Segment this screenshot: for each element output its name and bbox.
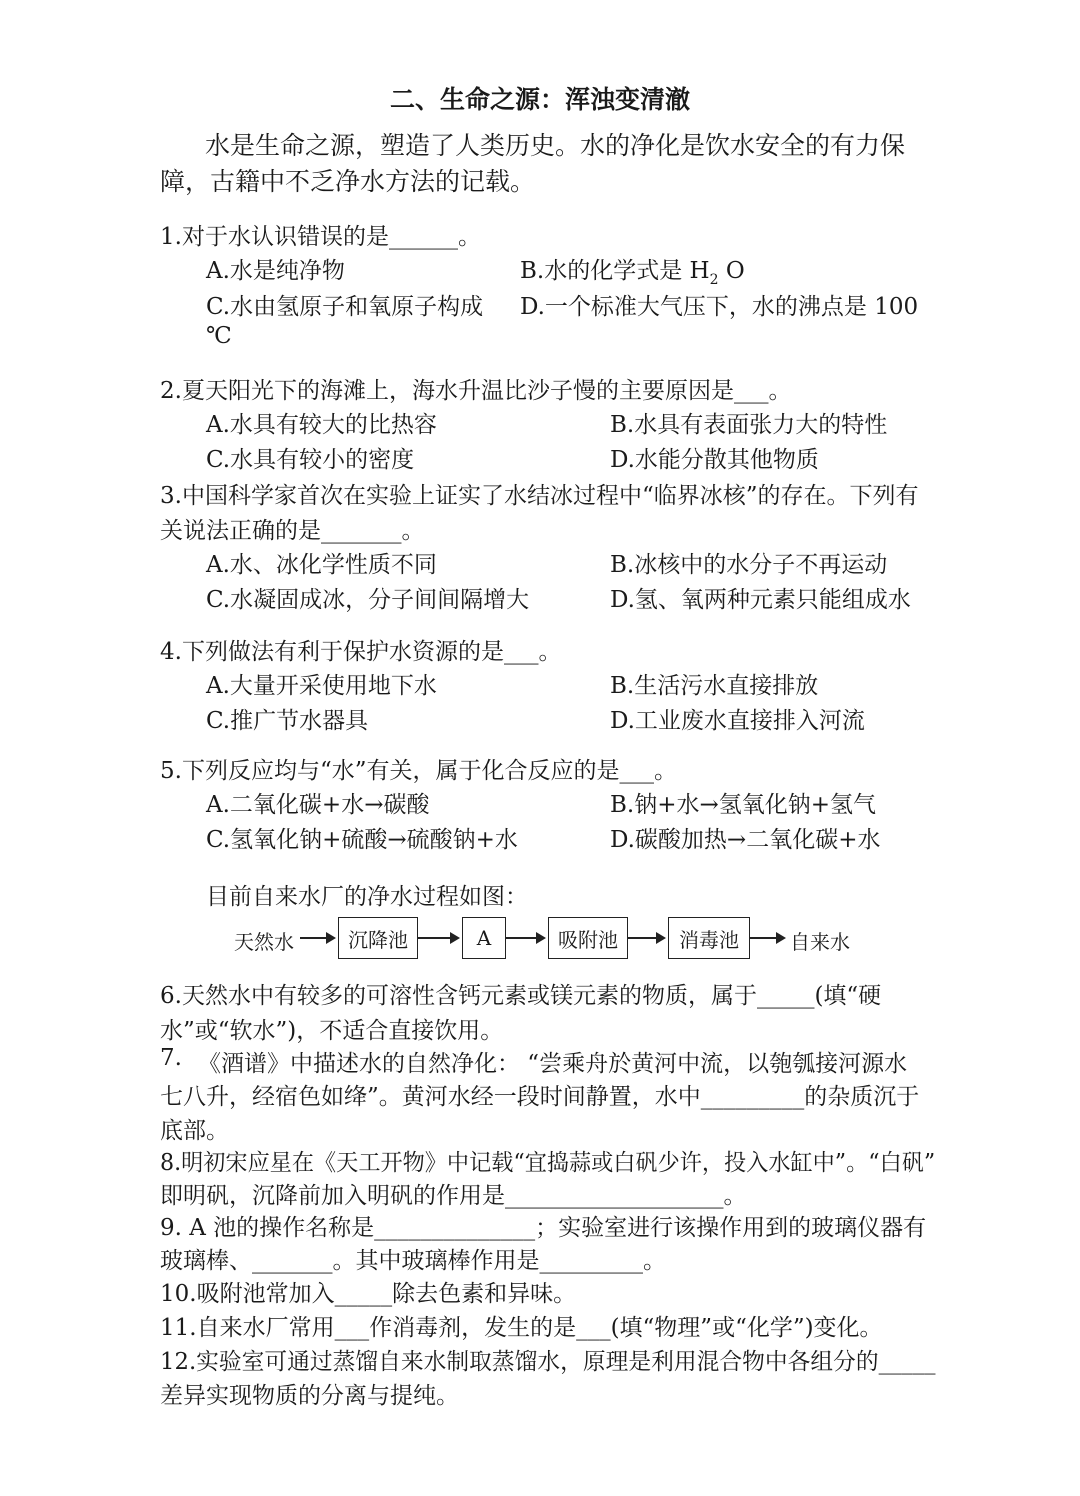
- q10-line: 10.吸附池常加入_____除去色素和异味。: [160, 1281, 577, 1307]
- q7-line-1: 《酒谱》中描述水的自然净化： “尝乘舟於黄河中流，以匏瓠接河源水: [198, 1051, 908, 1077]
- q7-number: 7.: [160, 1045, 182, 1071]
- q2-option-d: D.水能分散其他物质: [610, 447, 819, 473]
- q9-line-1: 9. A 池的操作名称是______________；实验室进行该操作用到的玻璃仪器有: [160, 1215, 927, 1241]
- q2-option-a: A.水具有较大的比热容: [206, 412, 437, 438]
- flow-start-label: 天然水: [234, 930, 294, 954]
- flow-arrow: [418, 937, 458, 939]
- process-intro: 目前自来水厂的净水过程如图：: [206, 884, 528, 910]
- q8-line-2: 即明矾，沉降前加入明矾的作用是___________________。: [160, 1183, 747, 1209]
- q4-stem: 4.下列做法有利于保护水资源的是___。: [160, 639, 562, 665]
- intro-line-2: 障，古籍中不乏净水方法的记载。: [160, 167, 536, 196]
- q11-line: 11.自来水厂常用___作消毒剂，发生的是___(填“物理”或“化学”)变化。: [160, 1315, 883, 1341]
- flow-arrow: [628, 937, 664, 939]
- q2-option-b: B.水具有表面张力大的特性: [610, 412, 888, 438]
- q1-option-d-cont: ℃: [206, 323, 232, 349]
- q1-option-b: B.水的化学式是 $H_2$ O: [520, 258, 745, 288]
- q8-line-1: 8.明初宋应星在《天工开物》中记载“宜捣蒜或白矾少许，投入水缸中”。“白矾”: [160, 1150, 936, 1176]
- q5-option-d: D.碳酸加热→二氧化碳+水: [610, 827, 881, 853]
- q12-line-1: 12.实验室可通过蒸馏自来水制取蒸馏水，原理是利用混合物中各组分的_____: [160, 1349, 936, 1375]
- q1-option-d: D.一个标准大气压下，水的沸点是 100: [520, 294, 919, 320]
- q9-line-2: 玻璃棒、_______。其中玻璃棒作用是_________。: [160, 1248, 666, 1274]
- flow-box-a: A: [462, 917, 506, 959]
- q7-line-2: 七八升，经宿色如绛”。黄河水经一段时间静置，水中_________的杂质沉于: [160, 1084, 920, 1110]
- q3-option-b: B.冰核中的水分子不再运动: [610, 552, 888, 578]
- q5-stem: 5.下列反应均与“水”有关，属于化合反应的是___。: [160, 758, 677, 784]
- flow-box-sedimentation: 沉降池: [338, 917, 418, 959]
- purification-flowchart: [230, 915, 870, 965]
- flow-arrow: [750, 937, 784, 939]
- q1-stem: 1.对于水认识错误的是______。: [160, 224, 481, 250]
- q12-line-2: 差异实现物质的分离与提纯。: [160, 1383, 459, 1409]
- flow-arrow: [300, 937, 334, 939]
- q4-option-c: C.推广节水器具: [206, 708, 369, 734]
- q6-line-1: 6.天然水中有较多的可溶性含钙元素或镁元素的物质，属于_____(填“硬: [160, 983, 882, 1009]
- q4-option-b: B.生活污水直接排放: [610, 673, 819, 699]
- q7-line-3: 底部。: [160, 1118, 229, 1144]
- q2-option-c: C.水具有较小的密度: [206, 447, 415, 473]
- flow-end-label: 自来水: [790, 930, 850, 954]
- page-title: 二、生命之源：浑浊变清澈: [390, 85, 691, 114]
- q1-option-a: A.水是纯净物: [206, 258, 345, 284]
- q5-option-b: B.钠+水→氢氧化钠+氢气: [610, 792, 877, 818]
- q2-stem: 2.夏天阳光下的海滩上，海水升温比沙子慢的主要原因是___。: [160, 378, 792, 404]
- intro-line-1: 水是生命之源，塑造了人类历史。水的净化是饮水安全的有力保: [205, 131, 906, 160]
- q4-option-d: D.工业废水直接排入河流: [610, 708, 865, 734]
- q3-option-c: C.水凝固成冰，分子间间隔增大: [206, 587, 530, 613]
- q3-option-a: A.水、冰化学性质不同: [206, 552, 437, 578]
- q6-line-2: 水”或“软水”)，不适合直接饮用。: [160, 1018, 504, 1044]
- q3-stem-line-2: 关说法正确的是_______。: [160, 518, 425, 544]
- flow-box-disinfection: 消毒池: [668, 917, 750, 959]
- q1-option-c: C.水由氢原子和氧原子构成: [206, 294, 484, 320]
- flow-arrow: [506, 937, 544, 939]
- q5-option-c: C.氢氧化钠+硫酸→硫酸钠+水: [206, 827, 518, 853]
- q3-stem-line-1: 3.中国科学家首次在实验上证实了水结冰过程中“临界冰核”的存在。下列有: [160, 483, 919, 509]
- q5-option-a: A.二氧化碳+水→碳酸: [206, 792, 430, 818]
- flow-box-adsorption: 吸附池: [548, 917, 628, 959]
- q3-option-d: D.氢、氧两种元素只能组成水: [610, 587, 911, 613]
- q4-option-a: A.大量开采使用地下水: [206, 673, 437, 699]
